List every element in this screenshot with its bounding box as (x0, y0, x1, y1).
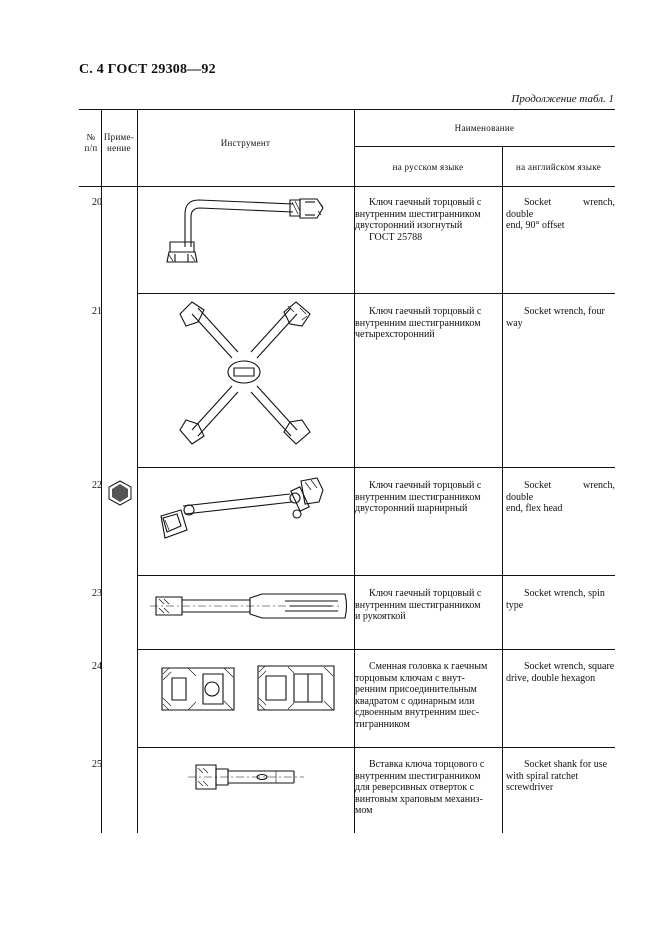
row-number: 23 (92, 588, 102, 599)
row-number: 25 (92, 759, 102, 770)
header-usage: Приме- нение (103, 132, 135, 153)
row-name-ru: Ключ гаечный торцовый с внутренним шестигранником четырехсторонний (355, 306, 482, 341)
row-name-ru: Вставка ключа торцового с внутренним шестигранником для реверсивных отверток с винтовым храповым механиз- мом (355, 759, 485, 817)
hexagon-icon (107, 479, 133, 507)
double-end-bent-socket-wrench-icon (155, 192, 335, 267)
row-name-en: Socket wrench, four way (506, 306, 605, 329)
header-number: № п/п (84, 132, 98, 153)
header-name-en: на английском языке (516, 162, 601, 172)
row-name-ru: Ключ гаечный торцовый с внутренним шестигранником двусторонний шарнирный (355, 480, 482, 515)
page-header: С. 4 ГОСТ 29308—92 (79, 62, 216, 77)
row-name-ru: Ключ гаечный торцовый с внутренним шестигранником двусторонний изогнутый ГОСТ 25788 (355, 197, 482, 243)
table-continuation-label: Продолжение табл. 1 (511, 93, 614, 105)
header-tool: Инструмент (220, 138, 271, 148)
row-name-en: Socket wrench, double end, 90° offset (506, 197, 615, 232)
row-name-en: Socket wrench, square drive, double hexagon (506, 661, 615, 684)
row-name-en: Socket wrench, double end, flex head (506, 480, 615, 515)
four-way-cross-socket-wrench-icon (172, 300, 317, 450)
header-name: Наименование (454, 123, 515, 133)
row-name-ru: Сменная головка к гаечным торцовым ключам с внут- ренним присоединительным квадратом с одинарным или сдвоенным внутренним шес- тигранником (355, 661, 488, 730)
row-name-ru: Ключ гаечный торцовый с внутренним шестигранником и рукояткой (355, 588, 482, 623)
row-name-en: Socket wrench, spin type (506, 588, 605, 611)
row-name-en: Socket shank for use with spiral ratchet screwdriver (506, 759, 608, 794)
socket-shank-insert-icon (188, 760, 308, 794)
flex-head-socket-wrench-icon (155, 476, 335, 546)
socket-heads-square-drive-icon (158, 664, 338, 714)
row-number: 21 (92, 306, 102, 317)
row-number: 22 (92, 480, 102, 491)
row-number: 20 (92, 197, 102, 208)
header-name-ru: на русском языке (392, 162, 464, 172)
row-number: 24 (92, 661, 102, 672)
spin-type-socket-wrench-icon (150, 588, 350, 628)
